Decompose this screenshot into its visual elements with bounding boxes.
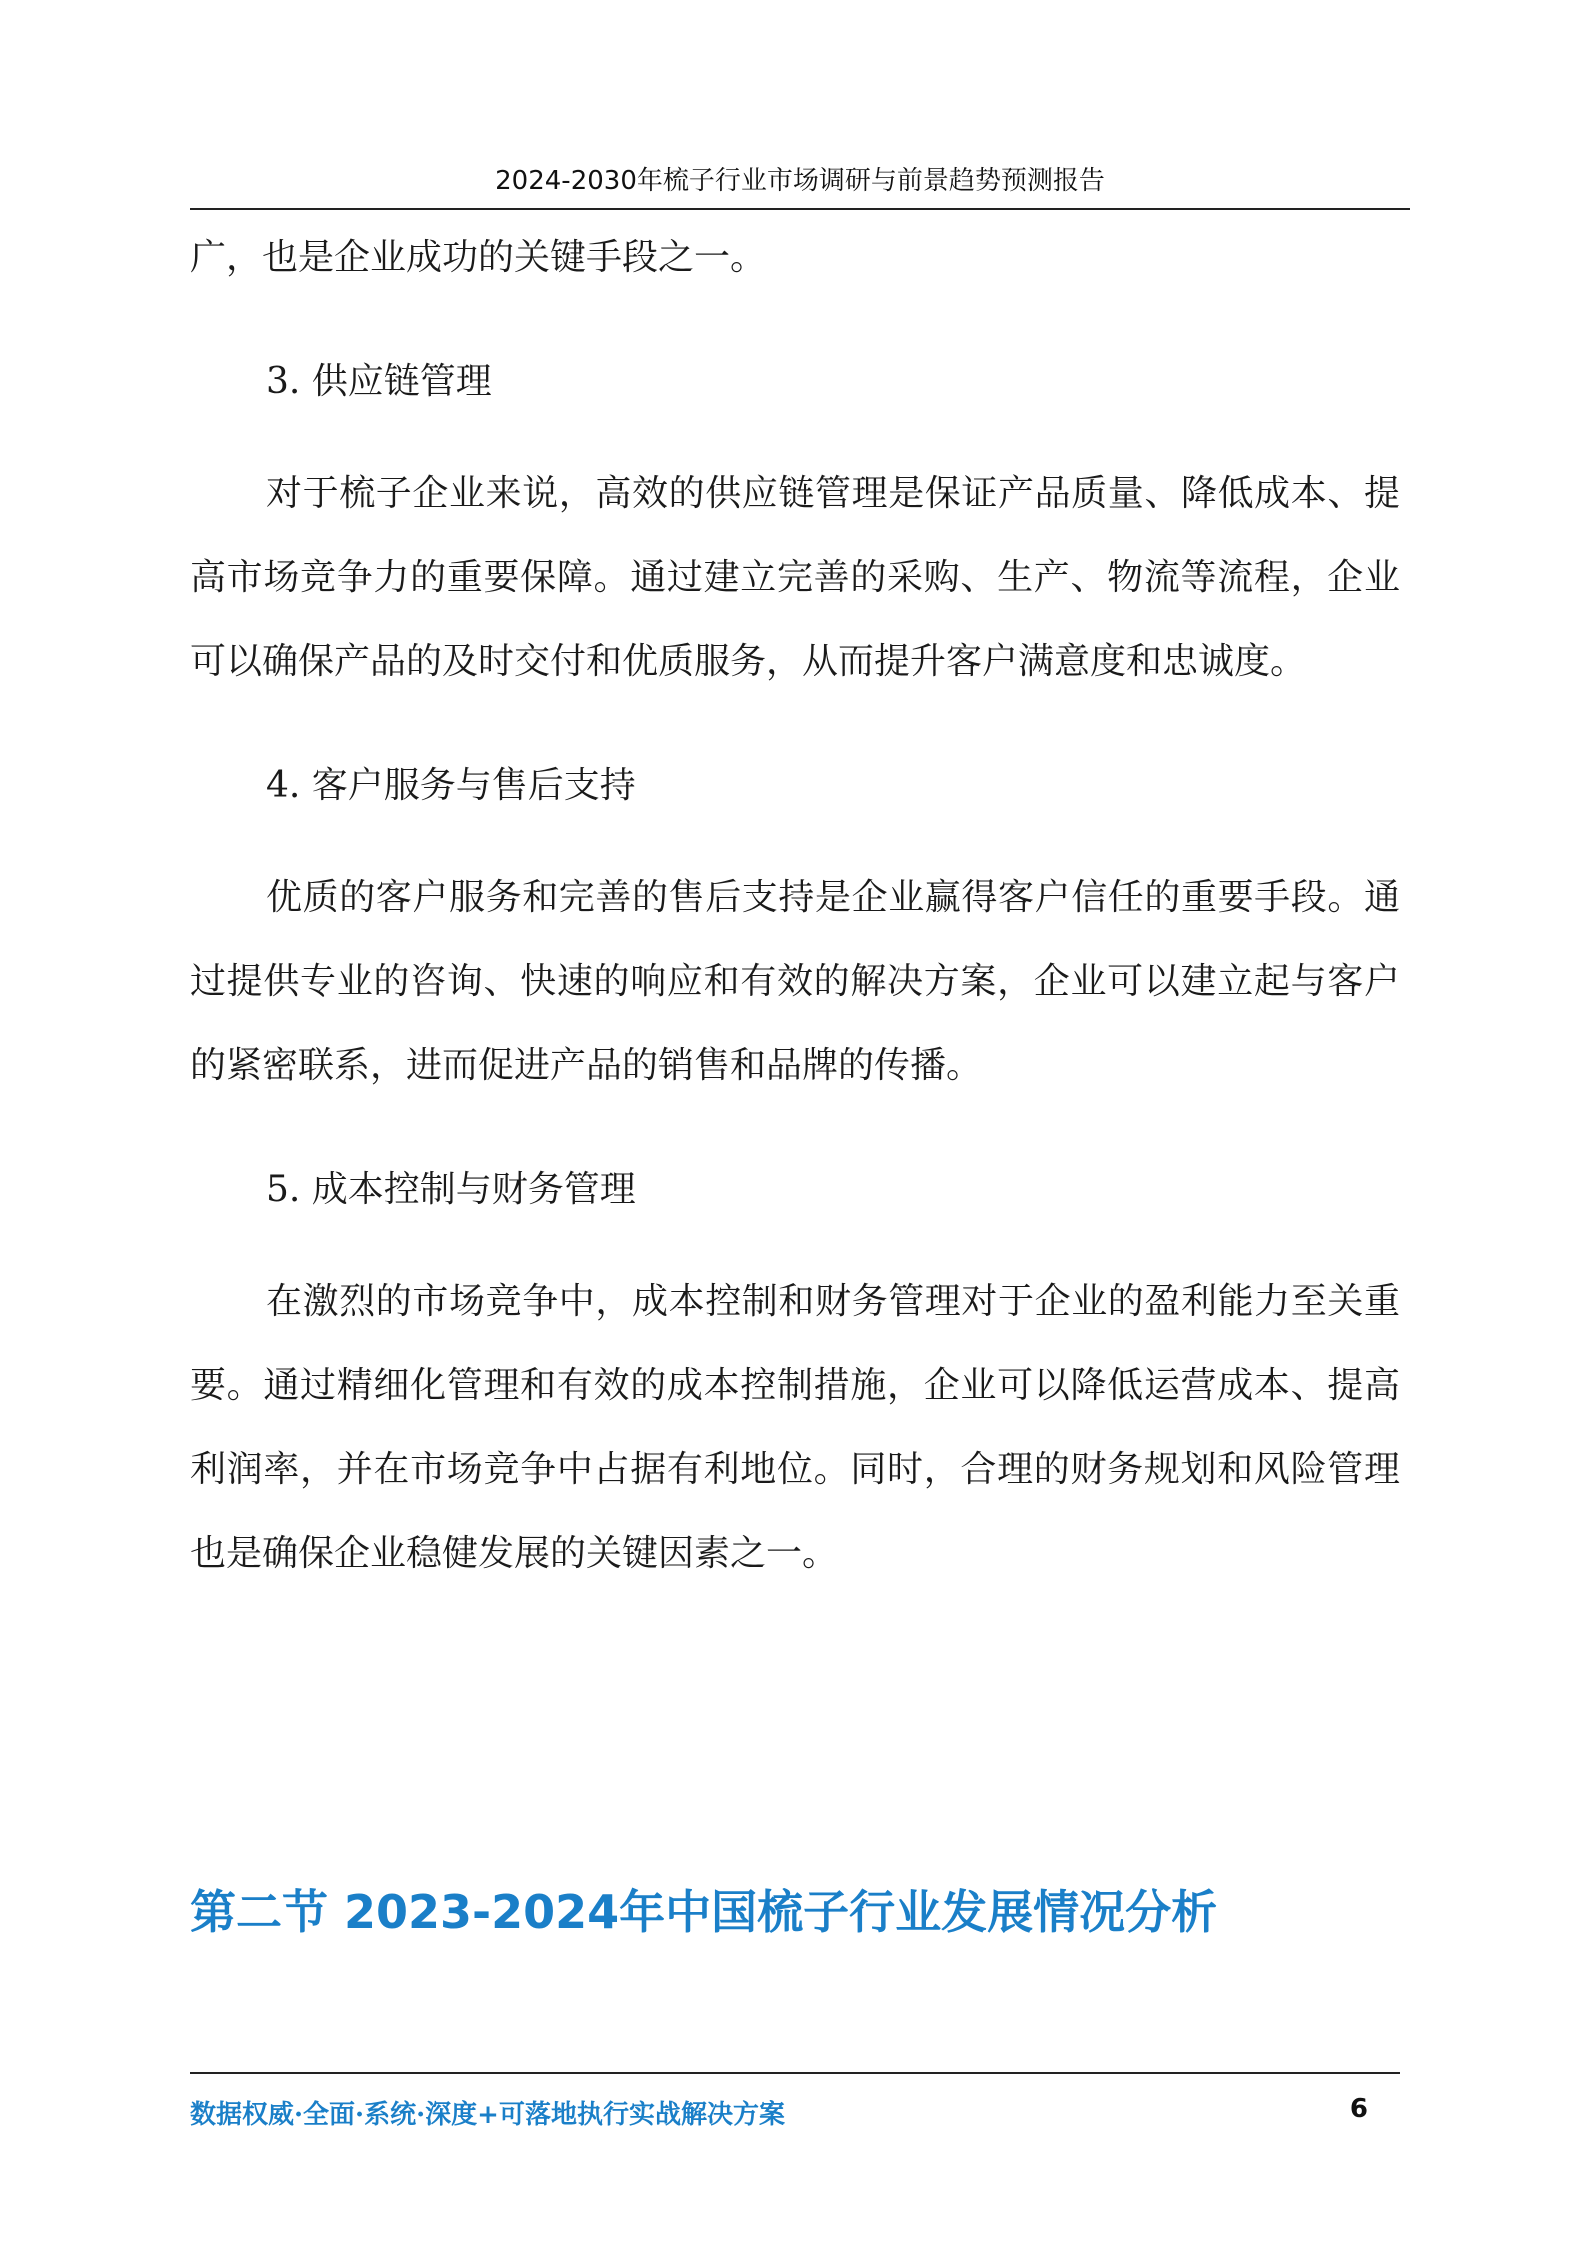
continuation-paragraph: 广，也是企业成功的关键手段之一。 <box>190 237 767 278</box>
item-3-paragraph: 对于梳子企业来说，高效的供应链管理是保证产品质量、降低成本、提高市场竞争力的重要保障。通过建立完善的采购、生产、物流等流程，企业可以确保产品的及时交付和优质服务，从而提升客户满意度和忠诚度。 <box>190 473 1400 682</box>
item-3-heading: 3. 供应链管理 <box>266 361 492 402</box>
report-header-title: 2024-2030年梳子行业市场调研与前景趋势预测报告 <box>495 166 1105 196</box>
footer-divider <box>190 2072 1400 2074</box>
item-4-heading: 4. 客户服务与售后支持 <box>266 765 636 806</box>
item-4-paragraph: 优质的客户服务和完善的售后支持是企业赢得客户信任的重要手段。通过提供专业的咨询、快速的响应和有效的解决方案，企业可以建立起与客户的紧密联系，进而促进产品的销售和品牌的传播。 <box>190 877 1400 1086</box>
footer-slogan: 数据权威·全面·系统·深度+可落地执行实战解决方案 <box>190 2100 785 2130</box>
section-heading: 第二节 2023-2024年中国梳子行业发展情况分析 <box>190 1885 1218 1939</box>
item-5-heading: 5. 成本控制与财务管理 <box>266 1169 636 1210</box>
header-divider <box>190 208 1410 210</box>
page-number: 6 <box>1349 2094 1368 2124</box>
report-body <box>190 216 1400 1596</box>
item-5-paragraph: 在激烈的市场竞争中，成本控制和财务管理对于企业的盈利能力至关重要。通过精细化管理和有效的成本控制措施，企业可以降低运营成本、提高利润率，并在市场竞争中占据有利地位。同时，合理的财务规划和风险管理也是确保企业稳健发展的关键因素之一。 <box>190 1281 1400 1574</box>
